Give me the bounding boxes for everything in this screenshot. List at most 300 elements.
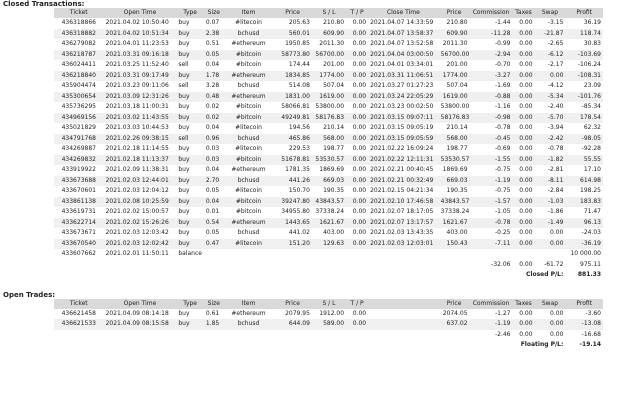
- cell-open-time: 2021.02.01 11:50:11: [105, 250, 169, 257]
- cell-profit: 178.54: [565, 113, 603, 124]
- cell-sl: 2011.30: [319, 40, 345, 47]
- cell-tp: 0.00: [346, 197, 368, 208]
- cell-swap: -0.78: [547, 145, 564, 152]
- cell-swap: -8.11: [535, 176, 566, 187]
- cell-swap: 0.00: [550, 229, 564, 236]
- cell-taxes: 0.00: [513, 319, 535, 330]
- cell-item: #litecoin: [224, 239, 274, 250]
- total-value: 881.33: [565, 270, 603, 281]
- cell-ticket: 433622714: [54, 218, 104, 229]
- cell-commission: -0.45: [470, 134, 513, 145]
- cell-close-time: 2021.02.03 13:43:35: [370, 229, 434, 236]
- header-open-time: Open Time: [104, 299, 177, 309]
- cell-size: 0.03: [204, 155, 224, 166]
- cell-close-time: [368, 309, 439, 320]
- cell-item: bchusd: [237, 82, 260, 89]
- cell-taxes: 0.00: [519, 309, 533, 317]
- cell-sl: 53530.57: [312, 155, 346, 166]
- cell-size: 0.54: [204, 218, 224, 229]
- cell-price: 514.08: [288, 82, 310, 89]
- cell-profit: 17.10: [583, 166, 601, 173]
- cell-size: 0.05: [205, 229, 220, 236]
- cell-commission: -1.05: [494, 208, 511, 215]
- header-ticket: Ticket: [54, 299, 104, 309]
- cell-price: 174.44: [288, 61, 310, 68]
- total-spacer: [54, 270, 470, 281]
- cell-open-time: 2021.02.03 12:02:42: [104, 239, 177, 250]
- cell-close-time: 2021.03.31 11:06:51: [368, 71, 439, 82]
- cell-item: #ethereum: [231, 166, 266, 173]
- cell-commission: -0.98: [470, 113, 513, 124]
- cell-taxes: 0.00: [513, 50, 535, 61]
- cell-sl: 53800.00: [315, 103, 345, 110]
- cell-open-time: 2021.03.18 11:00:31: [105, 103, 169, 110]
- cell-item: #ethereum: [224, 218, 274, 229]
- cell-item: #litecoin: [235, 124, 262, 131]
- cell-sl: [312, 249, 346, 260]
- cell-close-time: 2021.02.22 12:11:31: [368, 155, 439, 166]
- cell-commission: -0.70: [494, 61, 511, 68]
- cell-type: sell: [176, 134, 204, 145]
- cell-price: 151.20: [273, 239, 312, 250]
- cell-item: #bitcoin: [224, 155, 274, 166]
- cell-open-time: 2021.03.02 11:43:55: [104, 113, 177, 124]
- cell-size: 2.70: [204, 176, 224, 187]
- cell-commission: [470, 249, 513, 260]
- header-close-time: [368, 299, 439, 309]
- cell-size: 0.04: [205, 61, 220, 68]
- cell-ticket: 436621533: [54, 319, 104, 330]
- cell-sl: 589.00: [312, 319, 346, 330]
- cell-tp: 0.00: [352, 61, 367, 68]
- cell-close-time: 2021.02.22 16:09:24: [370, 145, 434, 152]
- cell-close-price: 43843.57: [439, 197, 470, 208]
- cell-price: [273, 249, 312, 260]
- cell-commission: -1.44: [494, 19, 511, 26]
- cell-profit: -108.31: [565, 71, 603, 82]
- header-sl: S / L: [312, 299, 346, 309]
- cell-sl: 190.35: [323, 187, 345, 194]
- cell-ticket: 436218787: [54, 50, 104, 61]
- table-row: [54, 81, 603, 92]
- cell-price: 465.86: [273, 134, 312, 145]
- cell-close-price: 1774.00: [439, 71, 470, 82]
- cell-commission: -0.78: [494, 124, 511, 131]
- summary-row: [54, 260, 603, 271]
- cell-sl: 1621.67: [312, 218, 346, 229]
- cell-type: buy: [178, 166, 190, 173]
- cell-profit: -103.69: [565, 50, 603, 61]
- cell-price: 1950.85: [285, 40, 310, 47]
- table-row: [54, 249, 603, 260]
- cell-taxes: 0.00: [513, 155, 535, 166]
- table-row: [54, 29, 603, 40]
- header-item: Item: [224, 299, 274, 309]
- cell-close-price: 2011.30: [442, 40, 468, 47]
- cell-taxes: 0.00: [519, 61, 533, 68]
- cell-ticket: 433673688: [54, 176, 104, 187]
- cell-price: 58773.80: [273, 50, 312, 61]
- cell-price: 49249.81: [273, 113, 312, 124]
- total-row: [54, 270, 603, 281]
- cell-close-price: 201.00: [446, 61, 468, 68]
- cell-profit: -92.28: [581, 145, 601, 152]
- cell-price: 229.53: [288, 145, 310, 152]
- cell-open-time: 2021.03.23 09:11:06: [105, 82, 169, 89]
- header-commission: Commission: [470, 8, 513, 18]
- header-sl: S / L: [312, 8, 346, 18]
- cell-sl: 568.00: [312, 134, 346, 145]
- cell-swap: -6.12: [535, 50, 566, 61]
- cell-item: [224, 249, 274, 260]
- cell-close-price: 198.77: [446, 145, 468, 152]
- cell-type: buy: [176, 176, 204, 187]
- cell-ticket: 434269832: [54, 155, 104, 166]
- cell-close-price: 1869.69: [442, 166, 468, 173]
- cell-tp: 0.00: [346, 134, 368, 145]
- cell-tp: 0.00: [352, 145, 367, 152]
- cell-close-price: 56700.00: [439, 50, 470, 61]
- cell-close-time: 2021.03.24 22:05:29: [368, 92, 439, 103]
- header-tp: T / P: [346, 299, 368, 309]
- cell-swap: 0.00: [535, 239, 566, 250]
- cell-tp: 0.00: [346, 71, 368, 82]
- cell-sl: 669.03: [312, 176, 346, 187]
- cell-commission: -0.25: [494, 229, 511, 236]
- cell-open-time: 2021.02.03 12:03:42: [105, 229, 169, 236]
- cell-size: 0.07: [205, 19, 220, 26]
- cell-type: buy: [176, 239, 204, 250]
- table-row: [54, 39, 603, 50]
- total-value: -19.14: [565, 340, 603, 351]
- cell-profit: 118.74: [565, 29, 603, 40]
- cell-type: sell: [178, 61, 189, 68]
- cell-tp: 0.00: [352, 19, 367, 26]
- cell-profit: -98.05: [565, 134, 603, 145]
- cell-taxes: 0.00: [519, 229, 533, 236]
- cell-size: 0.03: [205, 145, 220, 152]
- open-trades-title: Open Trades:: [3, 290, 56, 299]
- cell-close-price: [439, 249, 470, 260]
- cell-close-price: 669.03: [439, 176, 470, 187]
- cell-taxes: 0.00: [519, 124, 533, 131]
- cell-tp: 0.00: [346, 176, 368, 187]
- cell-commission: -1.19: [470, 176, 513, 187]
- cell-tp: 0.00: [352, 166, 367, 173]
- cell-price: 150.70: [288, 187, 310, 194]
- table-row: [54, 207, 603, 218]
- cell-ticket: 435300654: [54, 92, 104, 103]
- cell-swap: -2.81: [547, 166, 564, 173]
- cell-close-time: [368, 319, 439, 330]
- cell-open-time: 2021.02.18 11:13:37: [104, 155, 177, 166]
- cell-ticket: 434269887: [61, 145, 96, 152]
- header-type: Type: [176, 299, 204, 309]
- cell-tp: 0.00: [352, 82, 367, 89]
- cell-item: #ethereum: [231, 309, 266, 317]
- cell-tp: 0.00: [352, 187, 367, 194]
- cell-item: #litecoin: [235, 187, 262, 194]
- cell-size: 3.28: [205, 82, 220, 89]
- header-swap: Swap: [535, 8, 566, 18]
- cell-taxes: 0.00: [513, 218, 535, 229]
- cell-close-time: 2021.04.07 13:58:37: [368, 29, 439, 40]
- cell-type: buy: [178, 229, 190, 236]
- cell-profit: 62.32: [583, 124, 601, 131]
- total-spacer: [54, 340, 470, 351]
- cell-price: 58066.81: [281, 103, 310, 110]
- summary-swap: 0.00: [535, 330, 566, 341]
- cell-type: buy: [176, 155, 204, 166]
- cell-ticket: 433673671: [61, 229, 96, 236]
- cell-close-time: [368, 249, 439, 260]
- cell-swap: -1.49: [535, 218, 566, 229]
- cell-price: 2079.95: [285, 309, 310, 317]
- cell-close-price: 568.00: [439, 134, 470, 145]
- cell-sl: 210.80: [323, 19, 345, 26]
- cell-size: 0.02: [205, 103, 220, 110]
- cell-price: 1781.35: [285, 166, 310, 173]
- cell-type: balance: [178, 250, 202, 257]
- cell-size: [204, 249, 224, 260]
- cell-close-time: 2021.03.27 01:27:23: [370, 82, 434, 89]
- table-row: [54, 102, 603, 113]
- cell-ticket: 435021829: [61, 124, 96, 131]
- total-label: Floating P/L:: [470, 340, 566, 351]
- cell-close-time: 2021.02.03 12:03:01: [368, 239, 439, 250]
- cell-type: buy: [176, 71, 204, 82]
- cell-type: buy: [178, 103, 190, 110]
- cell-item: bchusd: [224, 29, 274, 40]
- cell-swap: -4.12: [547, 82, 564, 89]
- cell-close-price: 1619.00: [439, 92, 470, 103]
- cell-open-time: 2021.03.09 12:31:26: [104, 92, 177, 103]
- cell-item: #bitcoin: [224, 197, 274, 208]
- cell-type: buy: [178, 145, 190, 152]
- cell-open-time: 2021.02.08 10:25:59: [104, 197, 177, 208]
- cell-tp: 0.00: [346, 29, 368, 40]
- header-size: Size: [204, 8, 224, 18]
- cell-size: 0.05: [204, 50, 224, 61]
- cell-ticket: 435736295: [61, 103, 96, 110]
- cell-size: 0.04: [204, 197, 224, 208]
- cell-tp: 0.00: [352, 124, 367, 131]
- cell-close-price: 37338.24: [440, 208, 470, 215]
- cell-size: 0.51: [205, 40, 220, 47]
- cell-item: bchusd: [224, 176, 274, 187]
- table-row: [54, 144, 603, 155]
- table-row: [54, 92, 603, 103]
- cell-type: buy: [176, 92, 204, 103]
- cell-swap: 0.00: [535, 319, 566, 330]
- cell-close-time: 2021.04.04 03:00:50: [368, 50, 439, 61]
- cell-commission: -1.16: [494, 103, 511, 110]
- open-header-row: [54, 299, 603, 309]
- cell-open-time: 2021.02.09 11:38:31: [105, 166, 169, 173]
- cell-size: 0.04: [205, 124, 220, 131]
- cell-commission: -3.27: [470, 71, 513, 82]
- cell-sl: 210.14: [323, 124, 345, 131]
- cell-item: bchusd: [224, 134, 274, 145]
- cell-profit: -85.34: [581, 103, 601, 110]
- header-size: Size: [204, 299, 224, 309]
- cell-ticket: 433607662: [61, 250, 96, 257]
- header-ticket: Ticket: [54, 8, 104, 18]
- table-row: [54, 18, 603, 29]
- cell-close-time: 2021.02.21 00:40:45: [370, 166, 434, 173]
- cell-open-time: 2021.04.02 10:51:34: [104, 29, 177, 40]
- cell-item: bchusd: [224, 319, 274, 330]
- cell-taxes: 0.00: [513, 29, 535, 40]
- cell-open-time: 2021.02.26 09:38:15: [104, 134, 177, 145]
- cell-close-time: 2021.02.21 00:32:49: [368, 176, 439, 187]
- cell-close-price: 210.14: [446, 124, 468, 131]
- cell-profit: -101.76: [565, 92, 603, 103]
- cell-type: buy: [178, 40, 190, 47]
- cell-profit: -24.03: [581, 229, 601, 236]
- cell-taxes: 0.00: [513, 71, 535, 82]
- cell-sl: 198.77: [323, 145, 345, 152]
- cell-type: sell: [178, 82, 189, 89]
- cell-size: 0.96: [204, 134, 224, 145]
- cell-sl: 37338.24: [315, 208, 345, 215]
- cell-close-price: 1621.67: [439, 218, 470, 229]
- cell-close-time: 2021.04.07 14:33:59: [370, 19, 434, 26]
- cell-taxes: 0.00: [519, 19, 533, 26]
- cell-open-time: 2021.02.03 12:04:12: [105, 187, 169, 194]
- cell-tp: 0.00: [346, 319, 368, 330]
- cell-size: 0.48: [204, 92, 224, 103]
- cell-price: 1834.85: [273, 71, 312, 82]
- table-row: [54, 218, 603, 229]
- cell-tp: 0.00: [352, 40, 367, 47]
- cell-commission: -0.88: [470, 92, 513, 103]
- header-taxes: Taxes: [513, 8, 535, 18]
- total-label: Closed P/L:: [470, 270, 566, 281]
- cell-tp: 0.00: [352, 103, 367, 110]
- cell-sl: 1869.69: [319, 166, 345, 173]
- cell-ticket: 434969156: [54, 113, 104, 124]
- cell-type: buy: [178, 124, 190, 131]
- cell-close-price: 403.00: [446, 229, 468, 236]
- cell-profit: 30.83: [583, 40, 601, 47]
- cell-swap: 0.00: [550, 309, 564, 317]
- cell-profit: 36.19: [583, 19, 601, 26]
- cell-price: 39247.80: [273, 197, 312, 208]
- cell-taxes: 0.00: [519, 103, 533, 110]
- cell-open-time: 2021.02.02 15:26:26: [104, 218, 177, 229]
- cell-profit: -106.24: [577, 61, 601, 68]
- cell-swap: -21.87: [535, 29, 566, 40]
- cell-commission: -1.19: [470, 319, 513, 330]
- cell-swap: -1.86: [547, 208, 564, 215]
- cell-price: 1831.00: [273, 92, 312, 103]
- cell-profit: -13.08: [565, 319, 603, 330]
- cell-open-time: 2021.04.02 10:50:40: [105, 19, 169, 26]
- cell-item: #bitcoin: [235, 103, 262, 110]
- cell-profit: 614.98: [565, 176, 603, 187]
- cell-item: #litecoin: [235, 145, 262, 152]
- cell-open-time: 2021.03.31 09:16:18: [104, 50, 177, 61]
- cell-type: buy: [176, 29, 204, 40]
- cell-close-time: 2021.02.07 13:17:57: [368, 218, 439, 229]
- cell-profit: 96.13: [565, 218, 603, 229]
- cell-swap: -2.17: [547, 61, 564, 68]
- cell-taxes: 0.00: [519, 166, 533, 173]
- cell-type: buy: [176, 197, 204, 208]
- cell-sl: 58176.83: [312, 113, 346, 124]
- cell-commission: -1.27: [494, 309, 511, 317]
- cell-close-time: 2021.03.15 09:05:19: [370, 124, 434, 131]
- cell-swap: -2.65: [547, 40, 564, 47]
- cell-sl: 403.00: [323, 229, 345, 236]
- cell-item: #bitcoin: [224, 50, 274, 61]
- cell-size: 0.01: [205, 208, 220, 215]
- cell-close-price: 190.35: [446, 187, 468, 194]
- cell-swap: -3.15: [547, 19, 564, 26]
- cell-profit: 71.47: [583, 208, 601, 215]
- cell-commission: -0.75: [494, 187, 511, 194]
- cell-taxes: 0.00: [513, 134, 535, 145]
- cell-ticket: 433919922: [61, 166, 96, 173]
- header-close-price: Price: [439, 299, 470, 309]
- cell-ticket: 433670540: [54, 239, 104, 250]
- header-price: Price: [273, 299, 312, 309]
- cell-price: 194.56: [288, 124, 310, 131]
- cell-commission: -1.69: [494, 82, 511, 89]
- cell-tp: 0.00: [346, 218, 368, 229]
- cell-commission: -0.69: [494, 145, 511, 152]
- cell-taxes: [513, 249, 535, 260]
- cell-close-time: 2021.02.07 18:17:05: [370, 208, 434, 215]
- summary-spacer: [54, 260, 470, 271]
- cell-close-time: 2021.04.07 13:52:58: [370, 40, 434, 47]
- cell-swap: -5.70: [535, 113, 566, 124]
- cell-item: #ethereum: [224, 92, 274, 103]
- cell-open-time: 2021.03.03 10:44:53: [105, 124, 169, 131]
- cell-price: 51678.81: [273, 155, 312, 166]
- cell-type: buy: [178, 208, 190, 215]
- cell-close-time: 2021.03.15 09:07:11: [368, 113, 439, 124]
- table-row: [54, 186, 603, 197]
- cell-open-time: 2021.04.09 08:14:18: [105, 309, 169, 317]
- cell-commission: -2.94: [470, 50, 513, 61]
- summary-row: [54, 330, 603, 341]
- header-swap: Swap: [535, 299, 566, 309]
- cell-sl: 201.00: [323, 61, 345, 68]
- cell-tp: 0.00: [346, 155, 368, 166]
- header-price: Price: [273, 8, 312, 18]
- table-row: [54, 60, 603, 71]
- cell-price: 560.01: [273, 29, 312, 40]
- cell-type: buy: [178, 187, 190, 194]
- cell-taxes: 0.00: [513, 197, 535, 208]
- summary-swap: -61.72: [535, 260, 566, 271]
- cell-swap: -2.84: [547, 187, 564, 194]
- cell-commission: -1.55: [470, 155, 513, 166]
- cell-type: buy: [176, 218, 204, 229]
- cell-sl: 56700.00: [312, 50, 346, 61]
- table-row: [54, 228, 603, 239]
- cell-item: #bitcoin: [224, 113, 274, 124]
- cell-open-time: 2021.03.31 09:17:49: [104, 71, 177, 82]
- cell-sl: 1619.00: [312, 92, 346, 103]
- cell-tp: 0.00: [346, 113, 368, 124]
- cell-type: buy: [178, 19, 190, 26]
- cell-price: 441.02: [288, 229, 310, 236]
- cell-taxes: 0.00: [513, 239, 535, 250]
- cell-type: buy: [176, 113, 204, 124]
